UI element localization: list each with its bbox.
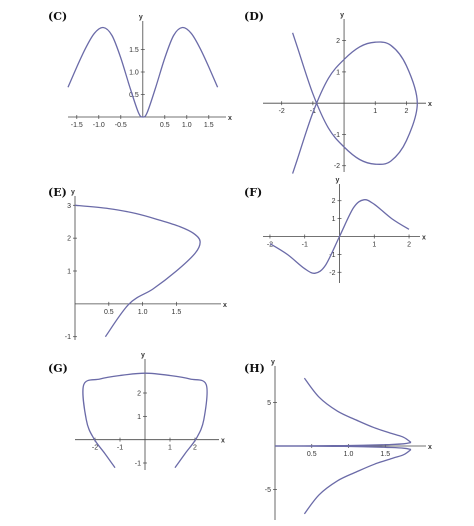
panel-label: (G) <box>48 362 68 375</box>
x-tick-label: 0.5 <box>159 122 170 129</box>
y-tick-label: 1 <box>336 69 341 77</box>
x-tick-label: -1 <box>116 444 124 452</box>
x-tick-label: 2 <box>404 108 409 116</box>
x-tick-label: -1 <box>309 108 316 116</box>
x-tick-label: 1 <box>373 108 378 116</box>
x-tick-label: 1.0 <box>181 122 192 129</box>
panel-label: (E) <box>48 186 67 199</box>
y-tick-label: -2 <box>329 269 336 277</box>
panel-label: (H) <box>244 362 265 375</box>
panel-c <box>48 10 232 129</box>
x-tick-label: 0.5 <box>306 451 317 458</box>
y-tick-label: -5 <box>264 487 271 495</box>
x-tick-label: -1 <box>301 241 308 249</box>
x-axis-label: x <box>422 234 426 242</box>
x-tick-label: -2 <box>266 241 274 249</box>
series-line <box>75 205 200 336</box>
x-tick-label: -0.5 <box>114 122 127 129</box>
x-tick-label: -1.5 <box>70 122 83 129</box>
x-axis-label: x <box>221 437 225 445</box>
x-tick-label: 1.0 <box>343 451 354 458</box>
series-line <box>304 450 411 514</box>
x-tick-label: 2 <box>407 241 411 249</box>
y-tick-label: -1 <box>134 460 141 468</box>
panel-label: (F) <box>244 186 263 199</box>
series-line <box>304 378 411 442</box>
y-tick-label: -1 <box>64 334 71 342</box>
panel-g <box>48 352 225 470</box>
x-axis-label: x <box>428 444 432 451</box>
x-tick-label: -2 <box>91 444 99 452</box>
y-tick-label: -1 <box>329 251 336 259</box>
y-tick-label: 2 <box>67 235 71 243</box>
x-tick-label: 0.5 <box>103 308 114 316</box>
y-tick-label: 1.5 <box>129 47 139 54</box>
x-tick-label: -1.0 <box>92 122 105 129</box>
panel-e <box>48 186 227 341</box>
y-tick-label: 1 <box>67 268 71 276</box>
y-axis-label: y <box>340 12 345 19</box>
y-axis-label: y <box>335 177 340 184</box>
y-axis-label: y <box>271 359 275 366</box>
y-tick-label: 2 <box>137 390 141 398</box>
series-line <box>275 446 411 450</box>
x-tick-label: 1.5 <box>171 308 182 316</box>
x-tick-label: -2 <box>278 108 285 116</box>
y-tick-label: 1.0 <box>129 69 139 77</box>
x-tick-label: 1.5 <box>380 451 391 458</box>
y-tick-label: 1 <box>331 216 336 224</box>
panel-f <box>244 177 426 283</box>
panel-h <box>244 359 432 520</box>
y-tick-label: 0.5 <box>129 92 139 99</box>
y-tick-label: -2 <box>333 163 341 171</box>
x-axis-label: x <box>223 301 227 309</box>
y-axis-label: y <box>71 189 75 196</box>
y-tick-label: 2 <box>336 38 341 46</box>
panel-label: (C) <box>48 10 68 23</box>
y-tick-label: 1 <box>137 413 141 421</box>
panel-label: (D) <box>244 10 264 23</box>
y-axis-label: y <box>141 352 145 359</box>
x-axis-label: x <box>428 101 432 109</box>
x-axis-label: x <box>228 115 232 122</box>
y-tick-label: 5 <box>267 399 271 407</box>
y-tick-label: -1 <box>333 131 341 139</box>
y-tick-label: 2 <box>331 198 336 206</box>
x-tick-label: 1 <box>372 241 377 249</box>
y-tick-label: 3 <box>67 202 71 210</box>
y-axis-label: y <box>138 14 143 21</box>
x-tick-label: 1.0 <box>137 308 148 316</box>
x-tick-label: 1.5 <box>203 122 214 129</box>
x-tick-label: 2 <box>193 444 197 452</box>
x-tick-label: 1 <box>168 444 172 452</box>
panel-d <box>244 10 432 174</box>
